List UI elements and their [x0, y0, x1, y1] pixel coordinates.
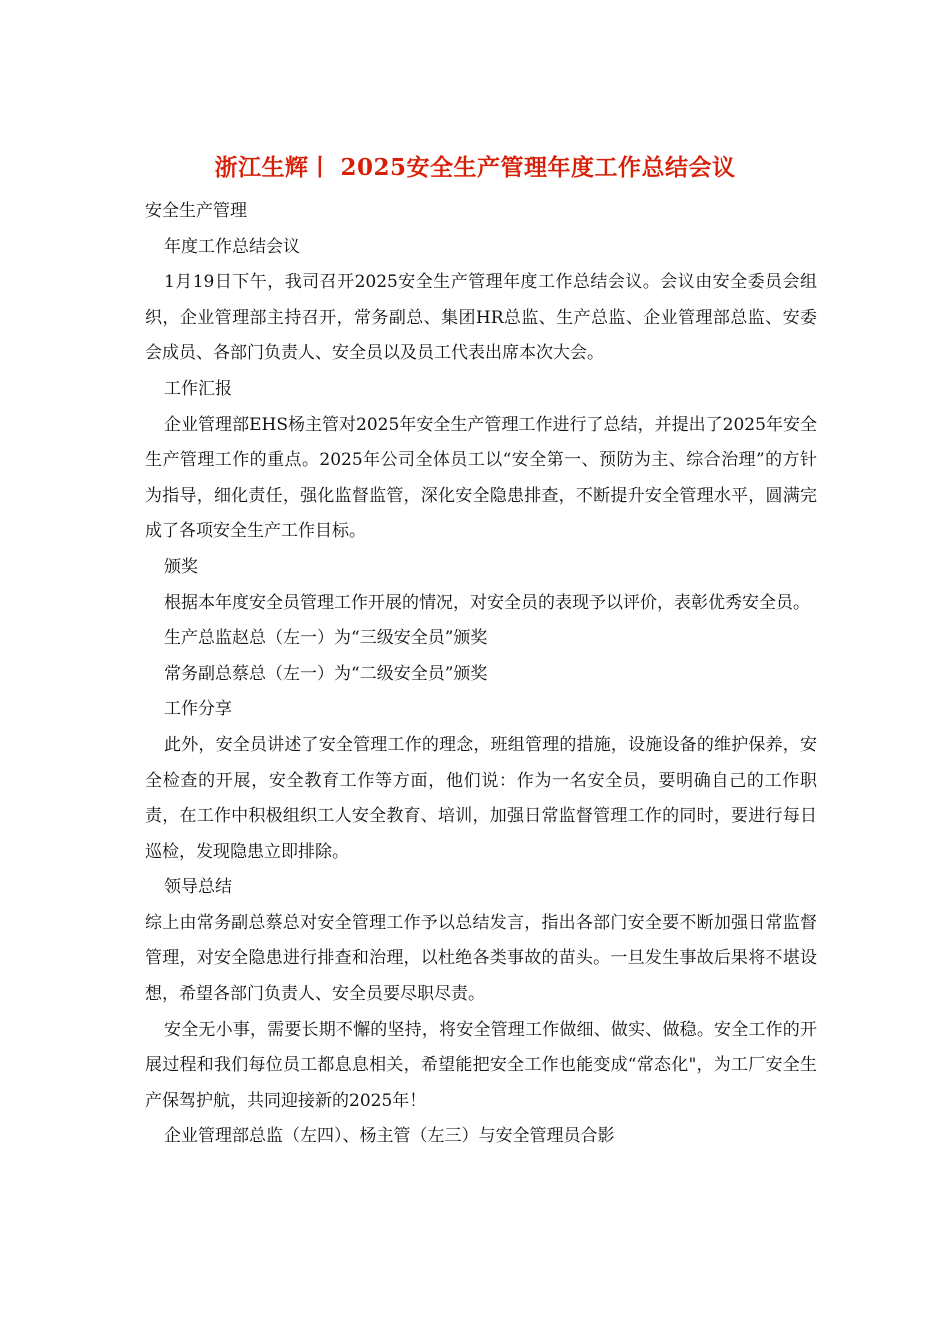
photo-caption: 常务副总蔡总（左一）为“二级安全员”颁奖 [164, 663, 488, 684]
document-title: 浙江生辉丨 2025安全生产管理年度工作总结会议 [214, 154, 736, 181]
paragraph: 企业管理部EHS杨主管对2025年安全生产管理工作进行了总结，并提出了2025年安全生产管理工作的重点。2025年公司全体员工以“安全第一、预防为主、综合治理”的方针为指导，细化责任，强化监督监管，深化安全隐患排查，不断提升安全管理水平，圆满完成了各项安全生产工作目标。 [145, 414, 817, 542]
paragraph: 1月19日下午，我司召开2025安全生产管理年度工作总结会议。会议由安全委员会组织，企业管理部主持召开，常务副总、集团HR总监、生产总监、企业管理部总监、安委会成员、各部门负责人、安全员以及员工代表出席本次大会。 [145, 272, 817, 364]
section-heading: 工作分享 [164, 699, 232, 720]
photo-caption: 生产总监赵总（左一）为“三级安全员”颁奖 [164, 628, 488, 649]
paragraph: 根据本年度安全员管理工作开展的情况，对安全员的表现予以评价，表彰优秀安全员。 [164, 592, 810, 613]
paragraph: 安全无小事，需要长期不懈的坚持，将安全管理工作做细、做实、做稳。安全工作的开展过程和我们每位员工都息息相关，希望能把安全工作也能变成“常态化"，为工厂安全生产保驾护航，共同迎接新的2025年！ [145, 1019, 817, 1111]
section-heading: 颁奖 [164, 556, 198, 577]
paragraph: 综上由常务副总蔡总对安全管理工作予以总结发言，指出各部门安全要不断加强日常监督管理，对安全隐患进行排查和治理，以杜绝各类事故的苗头。一旦发生事故后果将不堪设想，希望各部门负责人、安全员要尽职尽责。 [145, 912, 817, 1005]
document-body [145, 194, 817, 1155]
section-heading: 领导总结 [164, 877, 232, 898]
section-heading: 工作汇报 [164, 378, 232, 399]
photo-caption: 企业管理部总监（左四）、杨主管（左三）与安全管理员合影 [164, 1126, 615, 1147]
section-heading: 年度工作总结会议 [164, 236, 300, 257]
paragraph: 安全生产管理 [145, 201, 247, 221]
paragraph: 此外，安全员讲述了安全管理工作的理念，班组管理的措施，设施设备的维护保养，安全检查的开展，安全教育工作等方面，他们说：作为一名安全员，要明确自己的工作职责，在工作中积极组织工人安全教育、培训，加强日常监督管理工作的同时，要进行每日巡检，发现隐患立即排除。 [145, 734, 817, 862]
